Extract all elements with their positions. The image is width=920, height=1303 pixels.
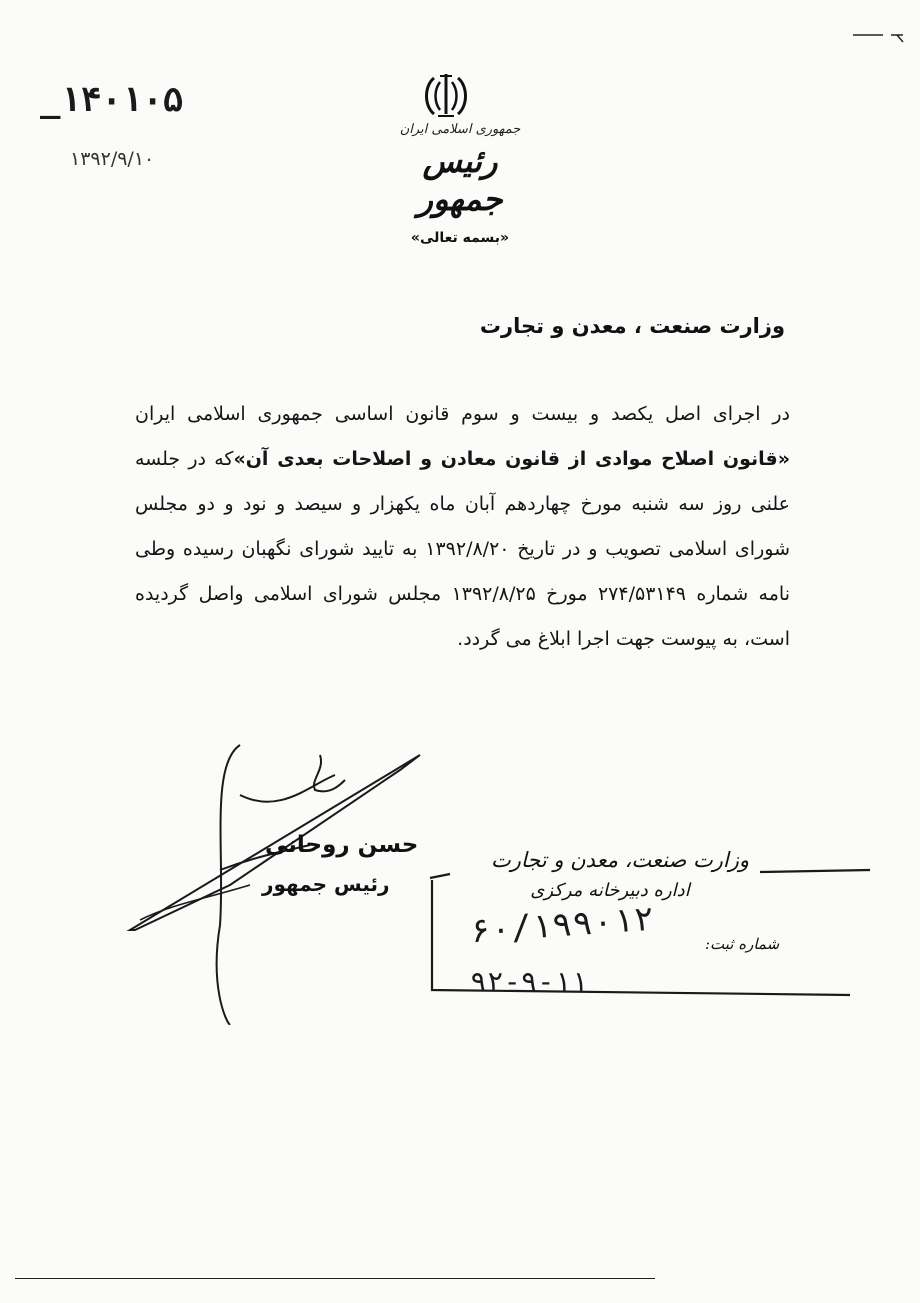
republic-line: جمهوری اسلامی ایران bbox=[399, 122, 521, 137]
iran-emblem-icon bbox=[420, 70, 472, 122]
reference-date: ۱۳۹۲/۹/۱۰ bbox=[70, 148, 155, 170]
stamp-office: اداره دبیرخانه مرکزی bbox=[530, 880, 690, 901]
body-part2: که در جلسه علنی روز سه شنبه مورخ چهاردهم آبان ماه یکهزار و سیصد و نود و دو مجلس شورای اسلامی تصویب و در تاریخ ۱۳۹۲/۸/۲۰ به تایید شورای نگهبان رسیده وطی نامه شماره ۲۷۴/۵۳۱۴۹ مورخ ۱۳۹۲/۸/۲۵ مجلس شورای اسلامی واصل گردیده است، به پیوست جهت اجرا ابلاغ می گردد. bbox=[135, 448, 791, 650]
president-title: رئیس جمهور bbox=[417, 142, 503, 218]
letter-body bbox=[135, 392, 790, 662]
law-title: «قانون اصلاح موادی از قانون معادن و اصلاحات بعدی آن» bbox=[233, 448, 790, 470]
footer-line bbox=[15, 1278, 655, 1279]
corner-mark bbox=[853, 32, 908, 44]
invocation: «بسمه تعالی» bbox=[410, 230, 510, 246]
stamp-registration-date: ۹۲-۹-۱۱ bbox=[470, 965, 589, 998]
stamp-number-label: شماره ثبت: bbox=[705, 935, 780, 953]
reference-number: _۱۴۰۱۰۵ bbox=[40, 80, 184, 120]
body-part1: در اجرای اصل یکصد و بیست و سوم قانون اساسی جمهوری اسلامی ایران bbox=[135, 403, 790, 425]
signatory-title: رئیس جمهور bbox=[262, 872, 390, 896]
stamp-ministry: وزارت صنعت، معدن و تجارت bbox=[490, 848, 750, 872]
addressee: وزارت صنعت ، معدن و تجارت bbox=[479, 314, 785, 338]
stamp-registration-number: ۶۰/۱۹۹۰۱۲ bbox=[468, 898, 656, 952]
signatory-name: حسن روحانی bbox=[265, 832, 419, 858]
